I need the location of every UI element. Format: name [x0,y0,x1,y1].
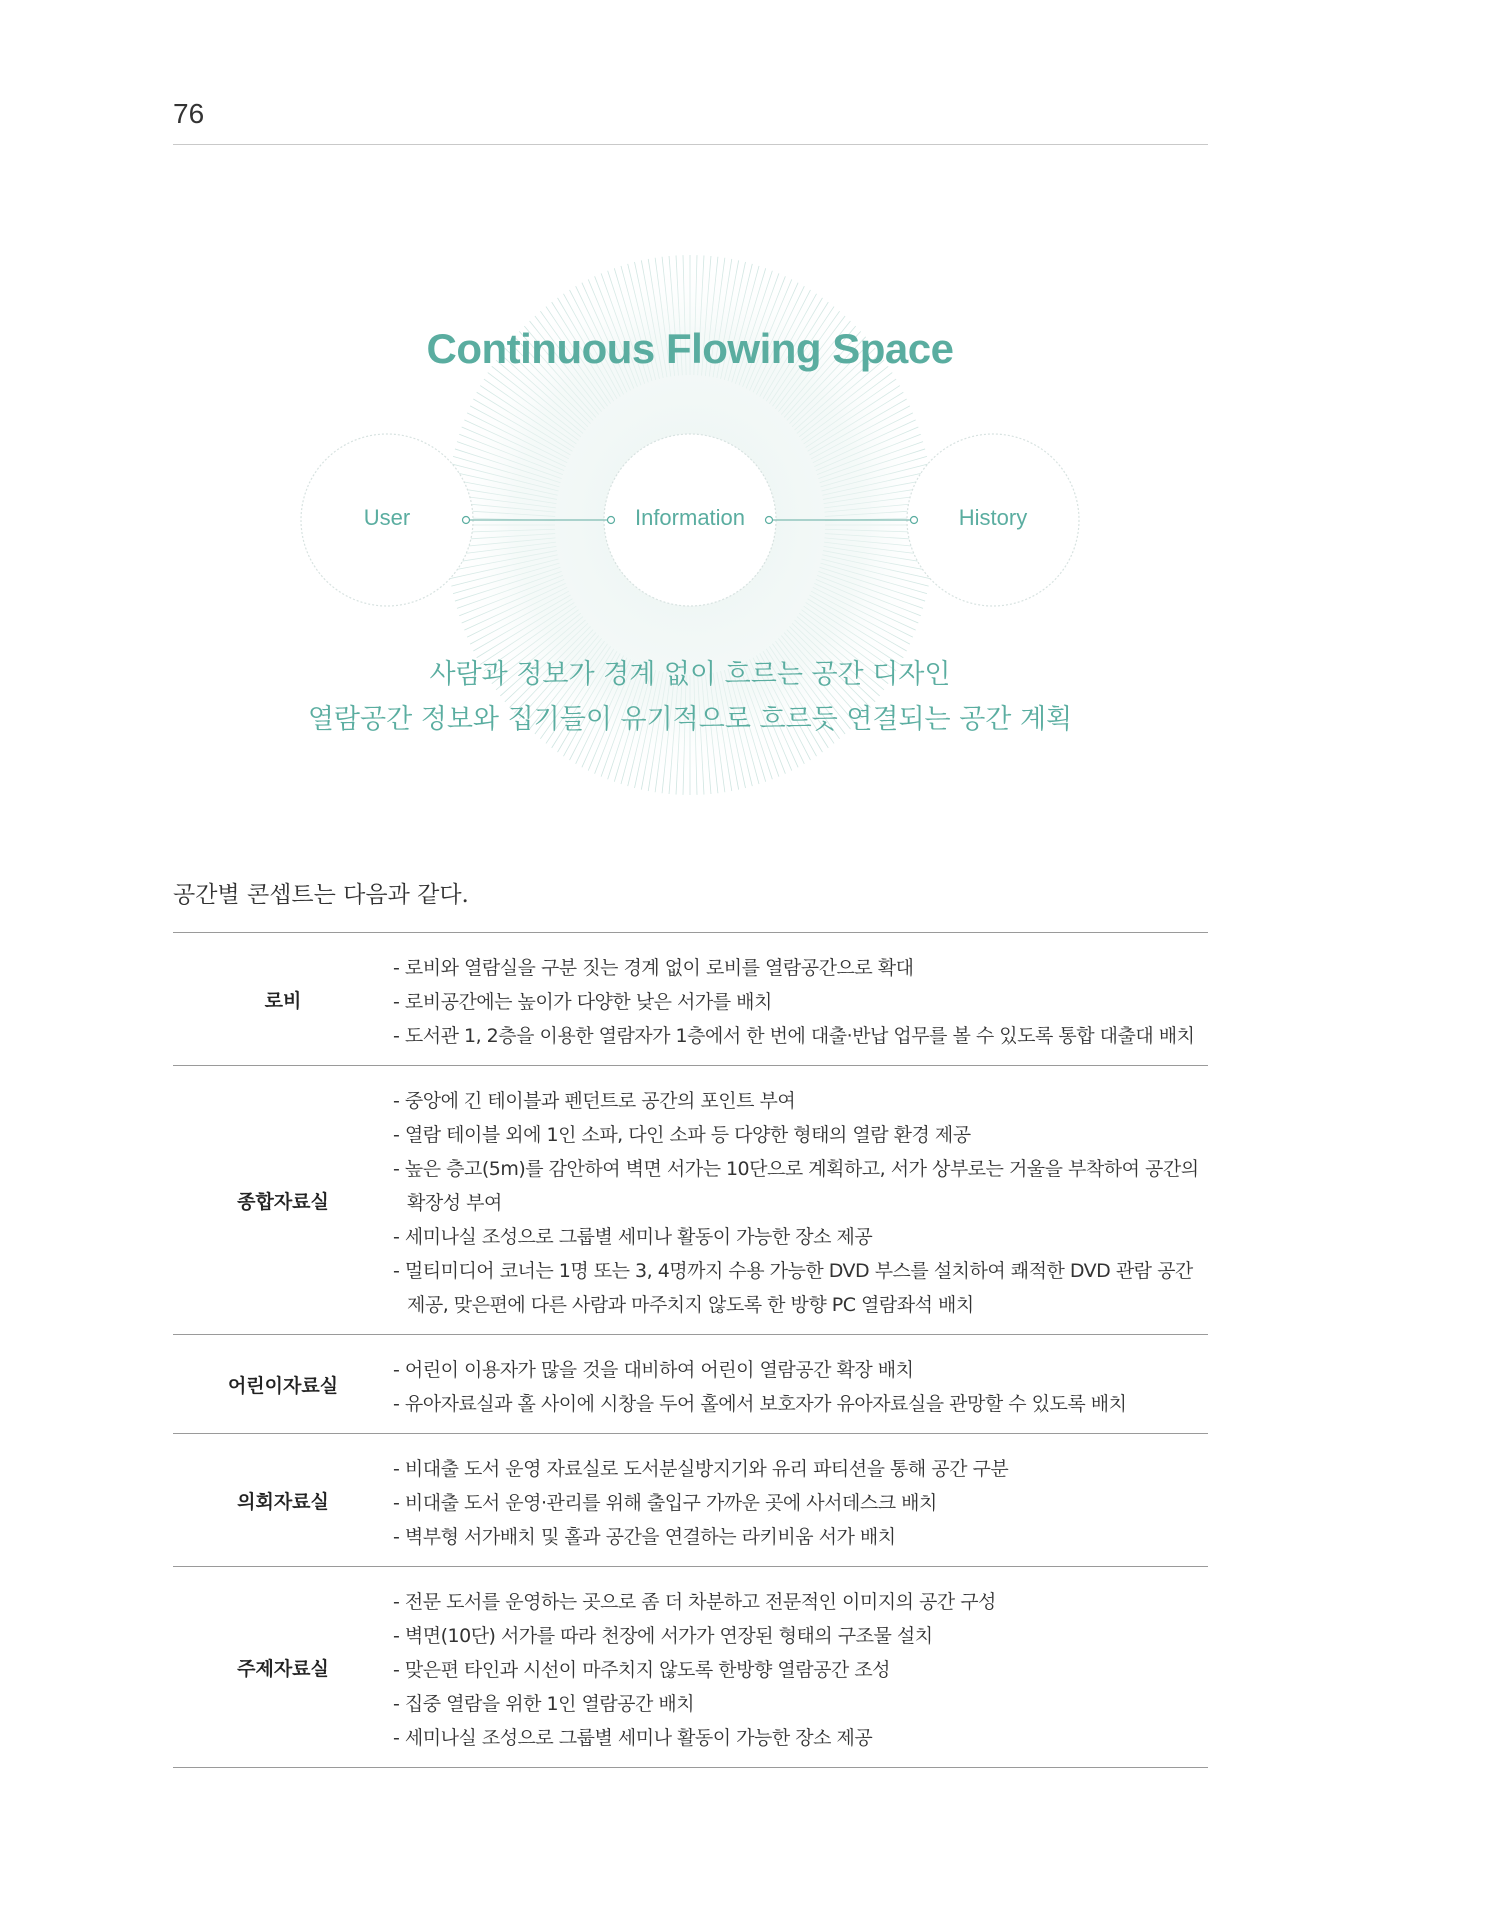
bullet-item: - 멀티미디어 코너는 1명 또는 3, 4명까지 수용 가능한 DVD 부스를 설치하여 쾌적한 DVD 관람 공간 제공, 맞은편에 다른 사람과 마주치지 않도록 한 방향 PC 열람좌석 배치 [393,1260,1193,1316]
space-bullets [393,1066,1208,1335]
bullet-item: - 세미나실 조성으로 그룹별 세미나 활동이 가능한 장소 제공 [393,1226,873,1248]
bullet-item: - 전문 도서를 운영하는 곳으로 좀 더 차분하고 전문적인 이미지의 공간 구성 [393,1591,996,1613]
bullet-item: - 비대출 도서 운영 자료실로 도서분실방지기와 유리 파티션을 통해 공간 구분 [393,1458,1009,1480]
node-label-information: Information [634,505,746,530]
space-concept-table [173,932,1208,1768]
bullet-item: - 유아자료실과 홀 사이에 시창을 두어 홀에서 보호자가 유아자료실을 관망할 수 있도록 배치 [393,1393,1127,1415]
bullet-item: - 벽부형 서가배치 및 홀과 공간을 연결하는 라키비움 서가 배치 [393,1526,896,1548]
node-label-user: User [363,505,411,530]
space-name: 종합자료실 [173,1066,393,1335]
space-bullets [393,1335,1208,1434]
bullet-item: - 높은 층고(5m)를 감안하여 벽면 서가는 10단으로 계획하고, 서가 상부로는 거울을 부착하여 공간의 확장성 부여 [393,1158,1199,1214]
space-name: 어린이자료실 [173,1335,393,1434]
concept-row [173,933,1208,1066]
concept-row [173,1066,1208,1335]
tagline-line-2: 열람공간 정보와 집기들이 유기적으로 흐르듯 연결되는 공간 계획 [307,704,1073,735]
bullet-item: - 벽면(10단) 서가를 따라 천장에 서가가 연장된 형태의 구조물 설치 [393,1625,933,1647]
bullet-item: - 집중 열람을 위한 1인 열람공간 배치 [393,1693,695,1715]
bullet-item: - 도서관 1, 2층을 이용한 열람자가 1층에서 한 번에 대출·반납 업무를 볼 수 있도록 통합 대출대 배치 [393,1025,1195,1047]
bullet-item: - 세미나실 조성으로 그룹별 세미나 활동이 가능한 장소 제공 [393,1727,873,1749]
space-name: 의회자료실 [173,1434,393,1567]
intro-sentence: 공간별 콘셉트는 다음과 같다. [173,882,469,908]
node-label-history: History [958,505,1028,530]
space-bullets [393,933,1208,1066]
space-bullets [393,1434,1208,1567]
diagram-title: Continuous Flowing Space [426,325,954,372]
bullet-item: - 중앙에 긴 테이블과 펜던트로 공간의 포인트 부여 [393,1090,796,1112]
concept-row [173,1335,1208,1434]
concept-row [173,1567,1208,1768]
bullet-item: - 열람 테이블 외에 1인 소파, 다인 소파 등 다양한 형태의 열람 환경 제공 [393,1124,971,1146]
concept-diagram [0,0,1507,820]
bullet-item: - 비대출 도서 운영·관리를 위해 출입구 가까운 곳에 사서데스크 배치 [393,1492,937,1514]
bullet-item: - 로비공간에는 높이가 다양한 낮은 서가를 배치 [393,991,772,1013]
tagline-line-1: 사람과 정보가 경계 없이 흐르는 공간 디자인 [429,659,951,690]
concept-row [173,1434,1208,1567]
space-name: 로비 [173,933,393,1066]
bullet-item: - 어린이 이용자가 많을 것을 대비하여 어린이 열람공간 확장 배치 [393,1359,914,1381]
space-name: 주제자료실 [173,1567,393,1768]
page-number: 76 [173,98,205,129]
space-bullets [393,1567,1208,1768]
bullet-item: - 맞은편 타인과 시선이 마주치지 않도록 한방향 열람공간 조성 [393,1659,891,1681]
bullet-item: - 로비와 열람실을 구분 짓는 경계 없이 로비를 열람공간으로 확대 [393,957,914,979]
